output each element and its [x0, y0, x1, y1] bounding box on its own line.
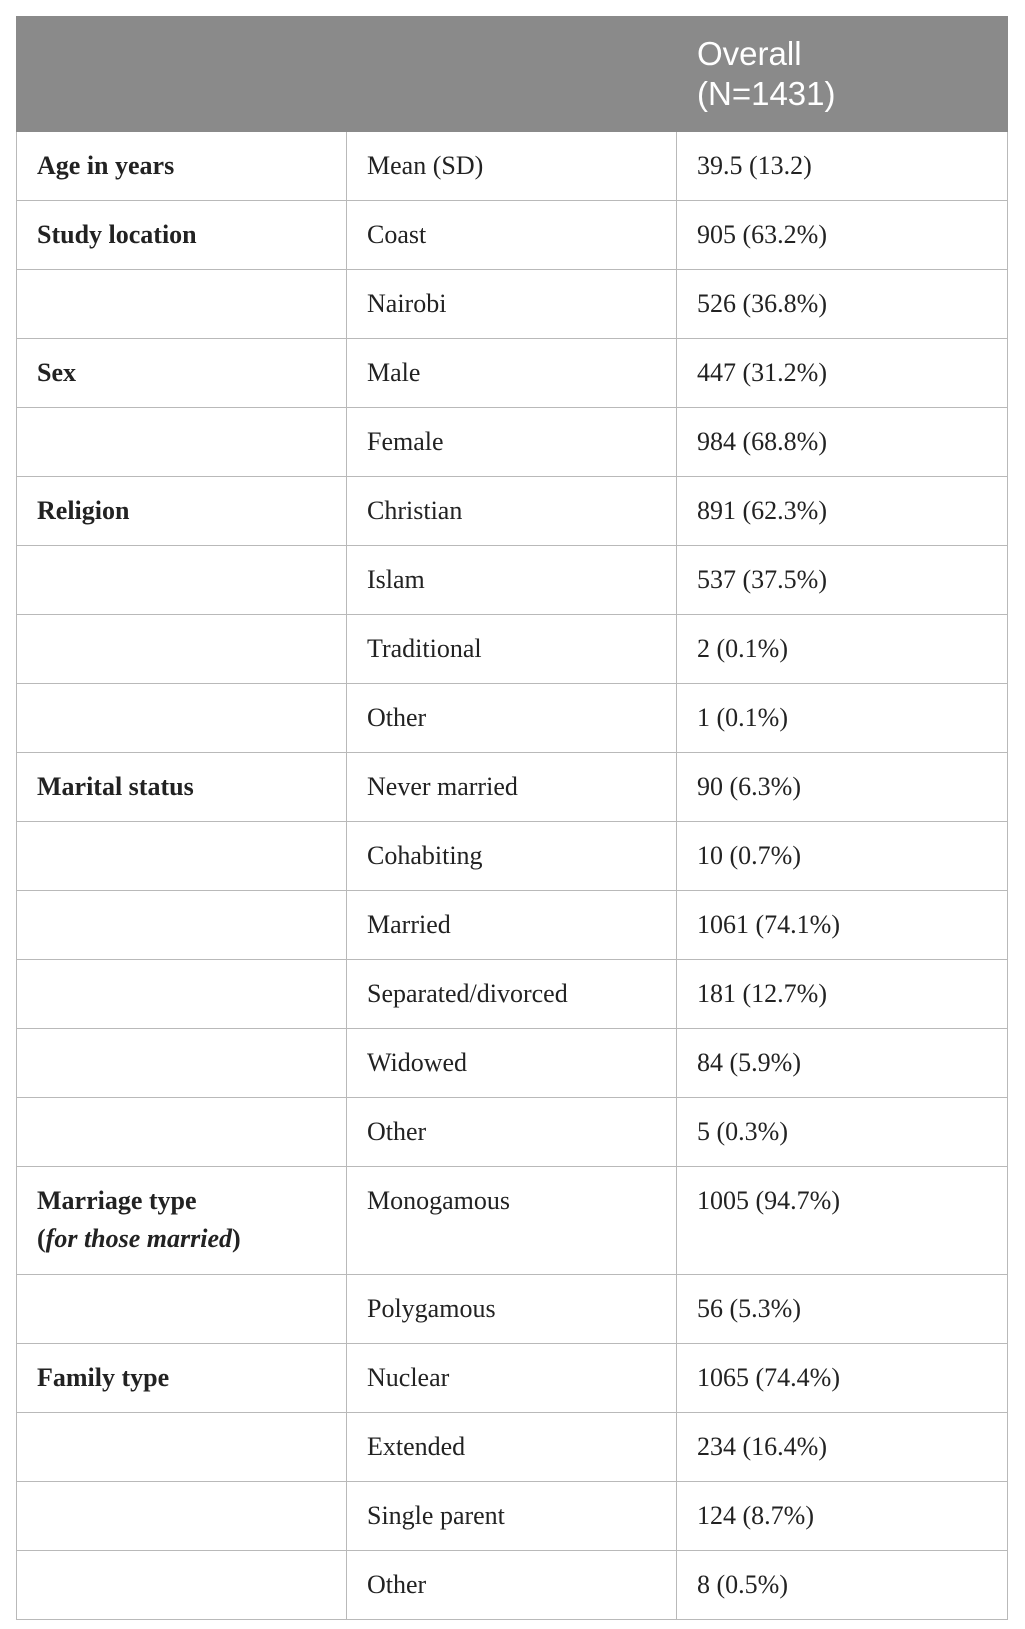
value-cell: 10 (0.7%): [677, 822, 1008, 891]
category-cell: Other: [347, 684, 677, 753]
table-row: [17, 891, 1008, 960]
table-row: [17, 408, 1008, 477]
variable-cell: [17, 1413, 347, 1482]
category-cell: Widowed: [347, 1029, 677, 1098]
table-row: [17, 1551, 1008, 1620]
table-row: [17, 1275, 1008, 1344]
category-cell: Never married: [347, 753, 677, 822]
category-cell: Christian: [347, 477, 677, 546]
table-row: [17, 201, 1008, 270]
variable-cell: [17, 132, 347, 201]
variable-cell: [17, 1551, 347, 1620]
sublabel-close-paren: ): [232, 1224, 241, 1253]
category-cell: Single parent: [347, 1482, 677, 1551]
variable-cell: [17, 477, 347, 546]
value-cell: 1 (0.1%): [677, 684, 1008, 753]
header-category-cell: [347, 17, 677, 132]
table-row: [17, 1344, 1008, 1413]
table-row: [17, 822, 1008, 891]
category-cell: Traditional: [347, 615, 677, 684]
table-row: [17, 1413, 1008, 1482]
table-row: [17, 270, 1008, 339]
sublabel-open-paren: (: [37, 1224, 46, 1253]
variable-cell: [17, 684, 347, 753]
table-row: [17, 132, 1008, 201]
value-cell: 1005 (94.7%): [677, 1167, 1008, 1275]
variable-cell: [17, 753, 347, 822]
demographics-table-container: [16, 16, 1007, 1620]
table-row: [17, 1167, 1008, 1275]
variable-label: Religion: [37, 496, 130, 525]
table-row: [17, 477, 1008, 546]
table-row: [17, 960, 1008, 1029]
value-cell: 526 (36.8%): [677, 270, 1008, 339]
variable-label: Study location: [37, 220, 197, 249]
value-cell: 90 (6.3%): [677, 753, 1008, 822]
variable-cell: [17, 960, 347, 1029]
variable-label: Sex: [37, 358, 76, 387]
table-row: [17, 546, 1008, 615]
variable-cell: [17, 339, 347, 408]
value-cell: 84 (5.9%): [677, 1029, 1008, 1098]
value-cell: 1065 (74.4%): [677, 1344, 1008, 1413]
variable-cell: [17, 1098, 347, 1167]
table-row: [17, 615, 1008, 684]
table-row: [17, 753, 1008, 822]
category-cell: Cohabiting: [347, 822, 677, 891]
variable-cell: [17, 1029, 347, 1098]
variable-cell: [17, 615, 347, 684]
variable-cell: [17, 1344, 347, 1413]
category-cell: Extended: [347, 1413, 677, 1482]
header-overall-cell: [677, 17, 1008, 132]
variable-cell: [17, 1482, 347, 1551]
category-cell: Polygamous: [347, 1275, 677, 1344]
value-cell: 234 (16.4%): [677, 1413, 1008, 1482]
value-cell: 984 (68.8%): [677, 408, 1008, 477]
value-cell: 39.5 (13.2): [677, 132, 1008, 201]
table-row: [17, 339, 1008, 408]
value-cell: 447 (31.2%): [677, 339, 1008, 408]
variable-cell: [17, 822, 347, 891]
variable-cell: [17, 201, 347, 270]
value-cell: 124 (8.7%): [677, 1482, 1008, 1551]
table-row: [17, 684, 1008, 753]
variable-cell: [17, 891, 347, 960]
variable-cell: [17, 546, 347, 615]
table-row: [17, 1098, 1008, 1167]
table-header-row: [17, 17, 1008, 132]
value-cell: 5 (0.3%): [677, 1098, 1008, 1167]
category-cell: Monogamous: [347, 1167, 677, 1275]
variable-label: Age in years: [37, 151, 175, 180]
demographics-table: [16, 16, 1008, 1620]
variable-cell: [17, 270, 347, 339]
category-cell: Islam: [347, 546, 677, 615]
variable-label: Marriage type: [37, 1186, 197, 1215]
value-cell: 537 (37.5%): [677, 546, 1008, 615]
category-cell: Other: [347, 1551, 677, 1620]
header-overall-n: (N=1431): [697, 75, 836, 112]
category-cell: Other: [347, 1098, 677, 1167]
value-cell: 8 (0.5%): [677, 1551, 1008, 1620]
value-cell: 2 (0.1%): [677, 615, 1008, 684]
category-cell: Nuclear: [347, 1344, 677, 1413]
value-cell: 1061 (74.1%): [677, 891, 1008, 960]
table-row: [17, 1029, 1008, 1098]
variable-cell: [17, 1167, 347, 1275]
category-cell: Nairobi: [347, 270, 677, 339]
variable-label: Family type: [37, 1363, 170, 1392]
header-variable-cell: [17, 17, 347, 132]
category-cell: Female: [347, 408, 677, 477]
category-cell: Separated/divorced: [347, 960, 677, 1029]
category-cell: Coast: [347, 201, 677, 270]
variable-cell: [17, 1275, 347, 1344]
category-cell: Male: [347, 339, 677, 408]
table-row: [17, 1482, 1008, 1551]
header-overall-label: Overall: [697, 35, 802, 72]
value-cell: 891 (62.3%): [677, 477, 1008, 546]
variable-sublabel: [37, 1220, 346, 1258]
variable-cell: [17, 408, 347, 477]
category-cell: Married: [347, 891, 677, 960]
value-cell: 905 (63.2%): [677, 201, 1008, 270]
table-body: [17, 132, 1008, 1620]
value-cell: 56 (5.3%): [677, 1275, 1008, 1344]
value-cell: 181 (12.7%): [677, 960, 1008, 1029]
category-cell: Mean (SD): [347, 132, 677, 201]
variable-label: Marital status: [37, 772, 194, 801]
sublabel-text: for those married: [45, 1224, 233, 1253]
